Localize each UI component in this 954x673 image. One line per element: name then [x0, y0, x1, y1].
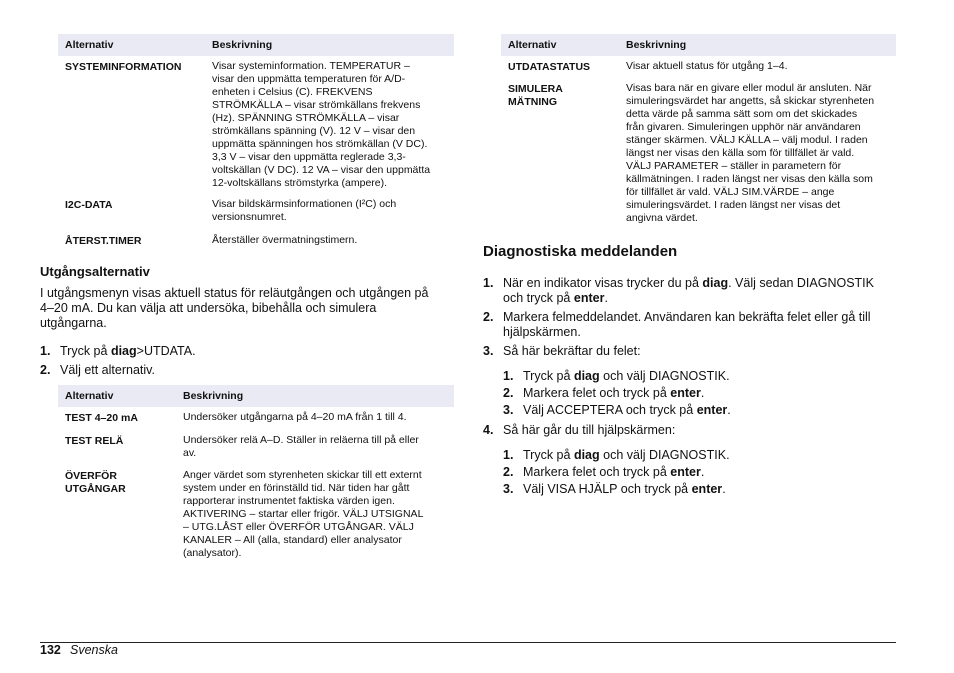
list-number: 4. — [483, 423, 494, 437]
list-number: 1. — [40, 344, 51, 358]
table1-col-beskrivning: Beskrivning — [212, 39, 273, 51]
list-number: 2. — [40, 363, 51, 377]
table2-desc-test420: Undersöker utgångarna på 4–20 mA från 1 till 4. — [183, 411, 407, 423]
list-item-diag-1: 1. När en indikator visas trycker du på diag. Välj sedan DIAGNOSTIK och tryck på enter. — [483, 276, 874, 305]
table3-desc-utdatastatus: Visar aktuell status för utgång 1–4. — [626, 60, 788, 72]
table2-key-test420: TEST 4–20 mA — [65, 412, 138, 424]
table3-desc-simulera: Visas bara när en givare eller modul är ansluten. När simuleringsvärdet har angetts, så skickar styrenheten detta värde på samma sätt som om det skickades från givaren. Simuleringen upphör när användaren stänger skärmen. VÄLJ KÄLLA – välj modul. I raden längst ner visas den källa som för tillfället är vald. VÄLJ PARAMETER – ställer in parametern för källmätningen. I raden längst ner visas den källa som för tillfället är vald. VÄLJ SIM.VÄRDE – ange simuleringsvärdet. I raden längst ner visas det angivna värdet. — [626, 82, 875, 224]
footer-language: Svenska — [70, 643, 118, 657]
list-number: 2. — [483, 310, 494, 324]
list-number: 3. — [503, 403, 514, 417]
table3-key-utdatastatus: UTDATASTATUS — [508, 61, 591, 73]
list-number: 1. — [503, 448, 514, 462]
section-intro-utgangsalternativ: I utgångsmenyn visas aktuell status för reläutgången och utgången på 4–20 mA. Du kan välja att undersöka, bibehålla och simulera utgångarna. — [40, 286, 429, 330]
section-heading-diagnostiska: Diagnostiska meddelanden — [483, 243, 678, 260]
footer-divider — [40, 642, 896, 643]
table1-header — [58, 34, 454, 56]
section-heading-utgangsalternativ: Utgångsalternativ — [40, 264, 150, 279]
table1-key-systeminfo: SYSTEMINFORMATION — [65, 61, 182, 73]
list-number: 1. — [503, 369, 514, 383]
table2-key-overfor: ÖVERFÖR UTGÅNGAR — [65, 470, 126, 495]
list-number: 2. — [503, 386, 514, 400]
table2-header — [58, 385, 454, 407]
table2-key-testrela: TEST RELÄ — [65, 435, 124, 447]
table1-key-i2c: I2C-DATA — [65, 199, 113, 211]
table1-desc-i2c: Visar bildskärmsinformationen (I²C) och versionsnumret. — [212, 198, 397, 223]
list-number: 2. — [503, 465, 514, 479]
table2-desc-testrela: Undersöker relä A–D. Ställer in reläerna till på eller av. — [183, 434, 419, 459]
table3-key-simulera: SIMULERA MÄTNING — [508, 83, 563, 108]
table2-col-alternativ: Alternativ — [65, 390, 114, 402]
table3-col-alternativ: Alternativ — [508, 39, 557, 51]
list-number: 3. — [483, 344, 494, 358]
table2-col-beskrivning: Beskrivning — [183, 390, 244, 402]
list-number: 3. — [503, 482, 514, 496]
table2-desc-overfor: Anger värdet som styrenheten skickar till ett externt system under en förinställd tid. När tiden har gått rapporterar instrumentet faktiska värden igen. AKTIVERING – startar eller frigör. VÄLJ UTSIGNAL – UTG.LÅST eller ÖVERFÖR UTGÅNGAR. VÄLJ KANALER – All (alla, standard) eller analysator (analysator). — [183, 469, 424, 559]
footer-page-number: 132 — [40, 643, 61, 657]
table1-desc-aterst: Återställer övermatningstimern. — [212, 234, 358, 246]
table1-col-alternativ: Alternativ — [65, 39, 114, 51]
list-item-diag-2: 2. Markera felmeddelandet. Användaren kan bekräfta felet eller gå till hjälpskärmen. — [483, 310, 871, 339]
table1-desc-systeminfo: Visar systeminformation. TEMPERATUR – visar den uppmätta temperaturen för A/D- enheten i Celsius (C). FREKVENS STRÖMKÄLLA – visar strömkällans frekvens (Hz). SPÄNNING STRÖMKÄLLA – visar strömkällans spänning (V). 12 V – visar den uppmätta spänningen hos strömkällan (V DC). 3,3 V – visar den uppmätta reglerade 3,3- voltskällan (V DC). 12 VA – visar den uppmätta 12-voltskällans strömstyrka (ampere). — [212, 60, 431, 189]
list-number: 1. — [483, 276, 494, 290]
table3-header — [501, 34, 896, 56]
table1-key-aterst: ÅTERST.TIMER — [65, 235, 142, 247]
table3-col-beskrivning: Beskrivning — [626, 39, 687, 51]
